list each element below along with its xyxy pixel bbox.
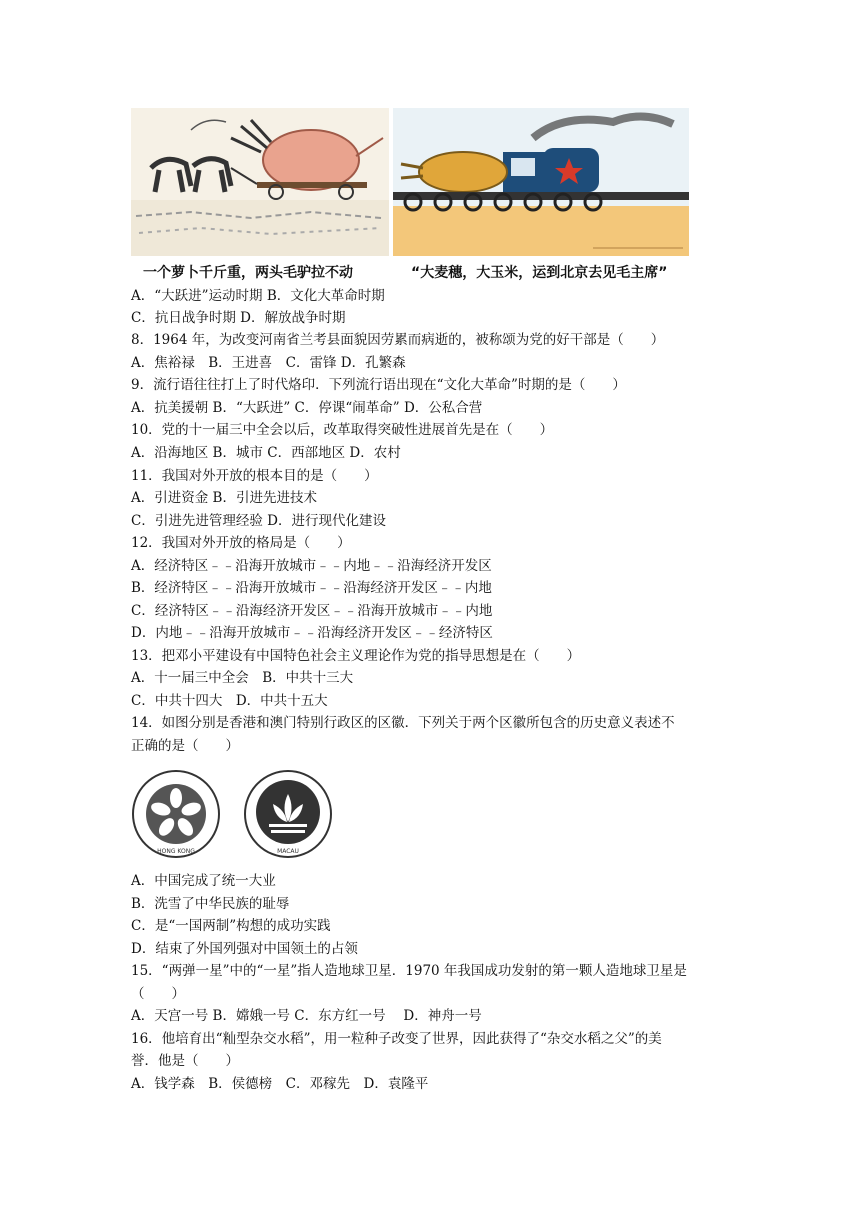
question-line: C．抗日战争时期 D．解放战争时期	[131, 310, 346, 326]
question-line: 正确的是（ ）	[131, 738, 239, 754]
radish-cartoon-image	[131, 108, 389, 256]
question-line: 15．“两弹一星”中的“一星”指人造地球卫星．1970 年我国成功发射的第一颗人造地球卫星是	[131, 963, 687, 979]
question-line: 11．我国对外开放的根本目的是（ ）	[131, 468, 378, 484]
macau-emblem	[243, 768, 333, 860]
train-corn-cartoon-image	[393, 108, 689, 256]
question-line: A．引进资金 B．引进先进技术	[131, 490, 317, 506]
question-line: A．十一届三中全会 B．中共十三大	[131, 670, 354, 686]
question-line: D．内地﹣﹣沿海开放城市﹣﹣沿海经济开发区﹣﹣经济特区	[131, 625, 493, 641]
question-line: C．经济特区﹣﹣沿海经济开发区﹣﹣沿海开放城市﹣﹣内地	[131, 603, 493, 619]
question-line: A．钱学森 B．侯德榜 C．邓稼先 D．袁隆平	[131, 1076, 429, 1092]
question-line: 8．1964 年，为改变河南省兰考县面貌因劳累而病逝的，被称颂为党的好干部是（ ）	[131, 332, 665, 348]
question-line: C．引进先进管理经验 D．进行现代化建设	[131, 513, 386, 529]
left-cartoon-caption: 一个萝卜千斤重，两头毛驴拉不动	[143, 265, 353, 281]
question-line: （ ）	[131, 986, 185, 1002]
question-line: 12．我国对外开放的格局是（ ）	[131, 535, 351, 551]
macau-emblem-text: MACAU	[277, 848, 299, 855]
question-line: 10．党的十一届三中全会以后，改革取得突破性进展首先是在（ ）	[131, 422, 554, 438]
question-line: D．结束了外国列强对中国领土的占领	[131, 941, 358, 957]
question-line: B．洗雪了中华民族的耻辱	[131, 896, 290, 912]
question-line: C．中共十四大 D．中共十五大	[131, 693, 328, 709]
question-line: A．中国完成了统一大业	[131, 873, 276, 889]
question-line: 9．流行语往往打上了时代烙印．下列流行语出现在“文化大革命”时期的是（ ）	[131, 377, 626, 393]
hong-kong-emblem	[131, 768, 221, 860]
hk-emblem-text: HONG KONG	[157, 848, 195, 855]
question-line: 13．把邓小平建设有中国特色社会主义理论作为党的指导思想是在（ ）	[131, 648, 581, 664]
question-line: A．抗美援朝 B．“大跃进” C．停课“闹革命” D．公私合营	[131, 400, 483, 416]
question-line: 14．如图分别是香港和澳门特别行政区的区徽．下列关于两个区徽所包含的历史意义表述不	[131, 715, 675, 731]
right-cartoon-caption: “大麦穗，大玉米，运到北京去见毛主席”	[411, 265, 668, 281]
question-line: 誉．他是（ ）	[131, 1053, 239, 1069]
question-line: C．是“一国两制”构想的成功实践	[131, 918, 331, 934]
question-line: B．经济特区﹣﹣沿海开放城市﹣﹣沿海经济开发区﹣﹣内地	[131, 580, 492, 596]
question-line: A．“大跃进”运动时期 B．文化大革命时期	[131, 288, 385, 304]
question-line: A．天宫一号 B．嫦娥一号 C．东方红一号 D．神舟一号	[131, 1008, 482, 1024]
question-line: 16．他培育出“籼型杂交水稻”，用一粒种子改变了世界，因此获得了“杂交水稻之父”的美	[131, 1031, 662, 1047]
question-line: A．经济特区﹣﹣沿海开放城市﹣﹣内地﹣﹣沿海经济开发区	[131, 558, 492, 574]
question-line: A．沿海地区 B．城市 C．西部地区 D．农村	[131, 445, 401, 461]
question-line: A．焦裕禄 B．王进喜 C．雷锋 D．孔繁森	[131, 355, 406, 371]
